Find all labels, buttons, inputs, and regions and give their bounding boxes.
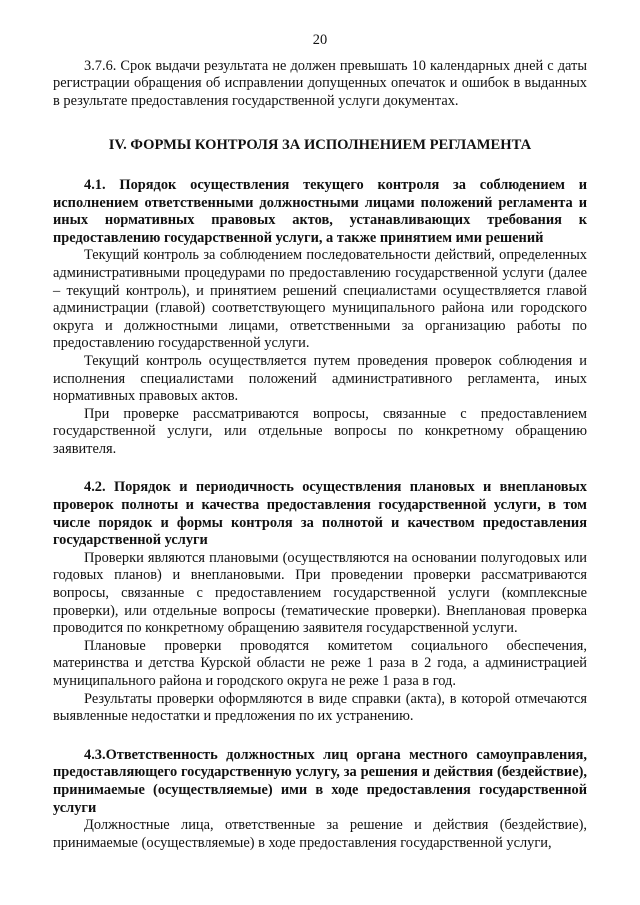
section-iv-title: IV. ФОРМЫ КОНТРОЛЯ ЗА ИСПОЛНЕНИЕМ РЕГЛАМЕНТА [108,137,532,154]
section-4-1-paragraph-1: Текущий контроль за соблюдением последовательности действий, определенных административными процедурами по предоставлению государственной услуги (далее – текущий контроль), и принятием решений специалистами осуществляется главой администрации (главой) соответствующего муниципального района или городского округа и должностными лицами, ответственными за организацию работы по предоставлению государственной услуги. [53,247,587,352]
section-4-2-paragraph-1: Проверки являются плановыми (осуществляются на основании полугодовых или годовых планов) и внеплановыми. При проведении проверки рассматриваются вопросы, связанные с предоставлением государственной услуги (комплексные проверки), или отдельные вопросы (тематические проверки). Внеплановая проверка проводится по конкретному обращению заявителя государственной услуги. [53,549,587,637]
section-4-2-paragraph-3: Результаты проверки оформляются в виде справки (акта), в которой отмечаются выявленные недостатки и предложения по их устранению. [53,690,587,725]
section-4-1-paragraph-3: При проверке рассматриваются вопросы, связанные с предоставлением государственной услуги, или отдельные вопросы по конкретному обращению заявителя. [53,405,587,457]
section-4-3-title: 4.3.Ответственность должностных лиц органа местного самоуправления, предоставляющего государственную услугу, за решения и действия (бездействие), принимаемые (осуществляемые) ими в ходе предоставления государственной услуги [53,746,587,816]
document-page [53,32,587,852]
section-4-1-paragraph-2: Текущий контроль осуществляется путем проведения проверок соблюдения и исполнения специалистами положений административного регламента, иных нормативных правовых актов. [53,352,587,405]
page-number: 20 [312,32,328,48]
section-4-2-title: 4.2. Порядок и периодичность осуществления плановых и внеплановых проверок полноты и качества предоставления государственной услуги, в том числе порядок и формы контроля за полнотой и качеством предоставления государственной услуги [53,479,587,549]
section-4-3-paragraph-1: Должностные лица, ответственные за решение и действия (бездействие), принимаемые (осуществляемые) в ходе предоставления государственной услуги, [53,817,587,851]
section-4-2-paragraph-2: Плановые проверки проводятся комитетом социального обеспечения, материнства и детства Курской области не реже 1 раза в 2 года, а администрацией муниципального района и городского округа не реже 1 раза в год. [53,637,587,689]
section-4-1-title: 4.1. Порядок осуществления текущего контроля за соблюдением и исполнением ответственными должностными лицами положений регламента и иных нормативных правовых актов, устанавливающих требования к предоставлению государственной услуги, а также принятием ими решений [53,176,587,246]
paragraph-3-7-6: 3.7.6. Срок выдачи результата не должен превышать 10 календарных дней с даты регистрации обращения об исправлении допущенных опечаток и ошибок в выданных в результате предоставления государственной услуги документах. [53,57,587,109]
